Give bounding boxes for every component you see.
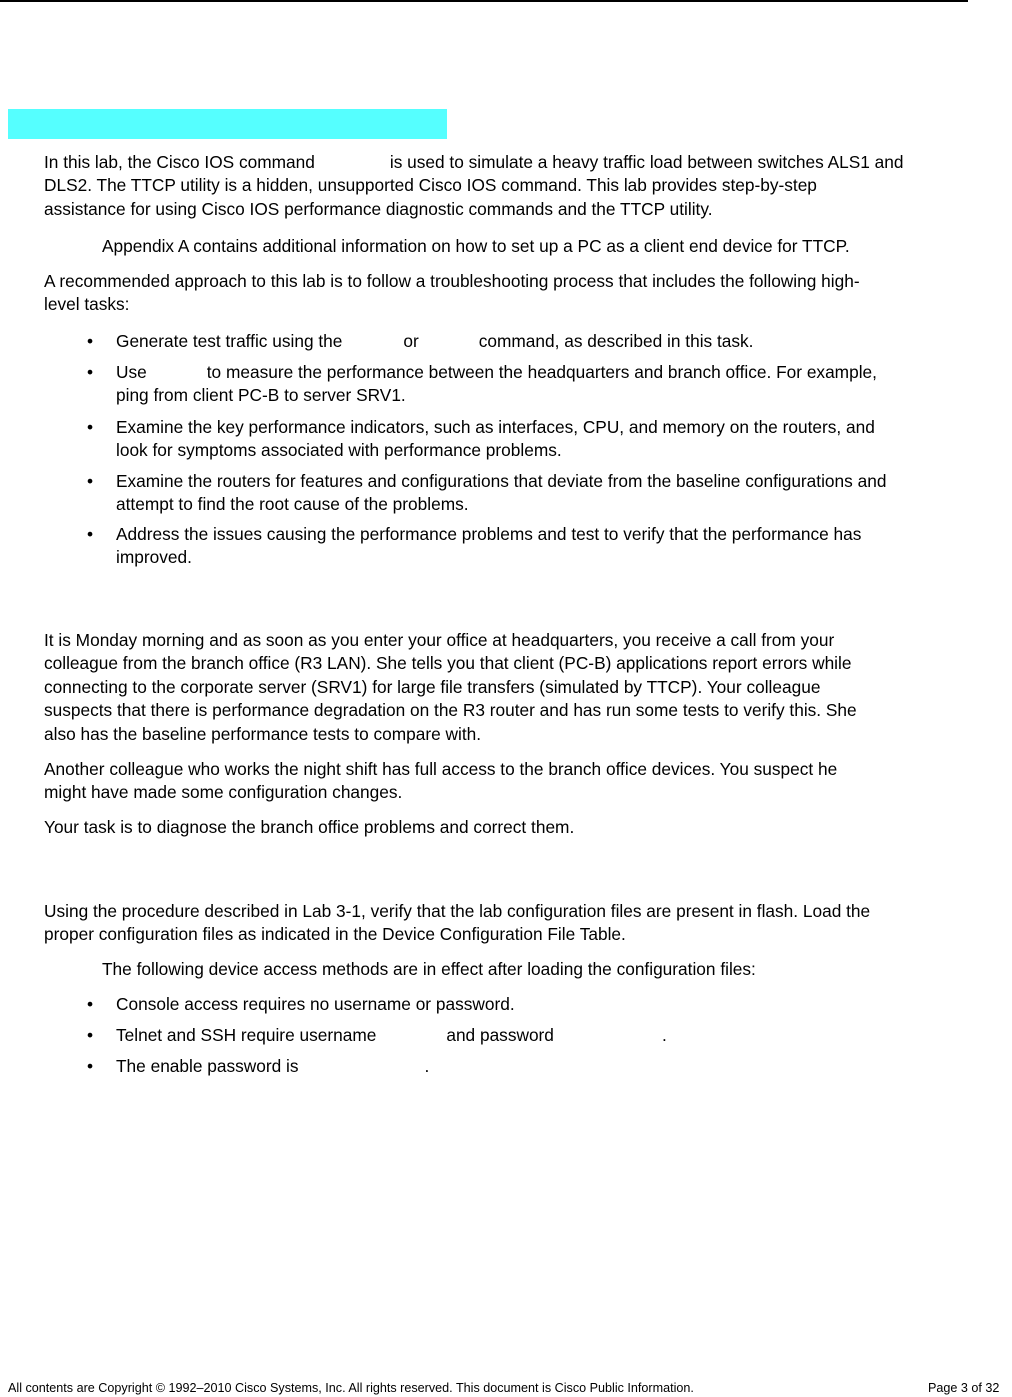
procedure-line2: proper configuration files as indicated in the Device Configuration File Table.	[44, 924, 626, 945]
access2-a: Telnet and SSH require username	[116, 1025, 377, 1045]
approach-line2: level tasks:	[44, 294, 130, 315]
access1: Console access requires no username or password.	[116, 994, 515, 1014]
task2-a: Use	[116, 362, 147, 382]
task1-a: Generate test traffic using the	[116, 331, 343, 351]
night-shift-line1: Another colleague who works the night shift has full access to the branch office devices. You suspect he	[44, 759, 838, 779]
task3-a: Examine the key performance indicators, such as interfaces, CPU, and memory on the routers, and	[116, 417, 875, 437]
scenario-line4: suspects that there is performance degradation on the R3 router and has run some tests to verify this. She	[44, 700, 857, 721]
procedure-paragraph	[44, 900, 1009, 947]
section-heading-highlight	[8, 109, 447, 139]
task1-b: or	[403, 331, 419, 351]
appendix-note	[102, 235, 1002, 258]
bullet-icon: •	[87, 331, 94, 351]
intro-line1-a: In this lab, the Cisco IOS command	[44, 152, 315, 172]
access-note	[102, 958, 1002, 981]
task4-b: attempt to find the root cause of the problems.	[116, 494, 469, 515]
task-statement	[44, 816, 1009, 839]
bullet-icon: •	[87, 1056, 94, 1076]
task3-b: look for symptoms associated with performance problems.	[116, 440, 562, 461]
access2-b: and password	[446, 1025, 554, 1045]
task2-b: to measure the performance between the headquarters and branch office. For example,	[206, 362, 877, 382]
approach-line1: A recommended approach to this lab is to follow a troubleshooting process that includes the following high-	[44, 271, 860, 291]
access3-a: The enable password is	[116, 1056, 299, 1076]
footer-page-number: Page 3 of 32	[928, 1381, 1000, 1395]
task1-c: command, as described in this task.	[478, 331, 754, 351]
scenario-line3: connecting to the corporate server (SRV1) for large file transfers (simulated by TTCP). Your colleague	[44, 676, 821, 697]
approach-paragraph	[44, 270, 1009, 317]
task-statement-text: Your task is to diagnose the branch office problems and correct them.	[44, 817, 575, 837]
intro-line1-b: is used to simulate a heavy traffic load between switches ALS1 and	[389, 152, 904, 172]
night-shift-paragraph	[44, 758, 1009, 805]
scenario-line1: It is Monday morning and as soon as you enter your office at headquarters, you receive a call from your	[44, 630, 835, 650]
intro-line2: DLS2. The TTCP utility is a hidden, unsupported Cisco IOS command. This lab provides step-by-step	[44, 175, 817, 196]
procedure-line1: Using the procedure described in Lab 3-1, verify that the lab configuration files are present in flash. Load the	[44, 901, 871, 921]
top-rule	[0, 0, 968, 2]
bullet-icon: •	[87, 471, 94, 491]
intro-line3: assistance for using Cisco IOS performance diagnostic commands and the TTCP utility.	[44, 198, 713, 219]
bullet-icon: •	[87, 524, 94, 544]
bullet-icon: •	[87, 994, 94, 1014]
task5-b: improved.	[116, 547, 192, 568]
access-note-text: The following device access methods are in effect after loading the configuration files:	[102, 959, 756, 979]
intro-paragraph	[44, 151, 1009, 221]
access3-b: .	[424, 1056, 430, 1076]
access2-c: .	[661, 1025, 667, 1045]
task4-a: Examine the routers for features and configurations that deviate from the baseline configurations and	[116, 471, 887, 491]
scenario-paragraph	[44, 629, 1009, 746]
task5-a: Address the issues causing the performance problems and test to verify that the performance has	[116, 524, 862, 544]
scenario-line2: colleague from the branch office (R3 LAN). She tells you that client (PC-B) applications report errors while	[44, 653, 852, 674]
footer-copyright: All contents are Copyright © 1992–2010 Cisco Systems, Inc. All rights reserved. This document is Cisco Public Information.	[8, 1381, 694, 1395]
task2-c: ping from client PC-B to server SRV1.	[116, 385, 406, 406]
appendix-note-text: Appendix A contains additional information on how to set up a PC as a client end device for TTCP.	[102, 236, 850, 256]
bullet-icon: •	[87, 417, 94, 437]
night-shift-line2: might have made some configuration changes.	[44, 782, 403, 803]
scenario-line5: also has the baseline performance tests to compare with.	[44, 723, 482, 744]
bullet-icon: •	[87, 362, 94, 382]
bullet-icon: •	[87, 1025, 94, 1045]
